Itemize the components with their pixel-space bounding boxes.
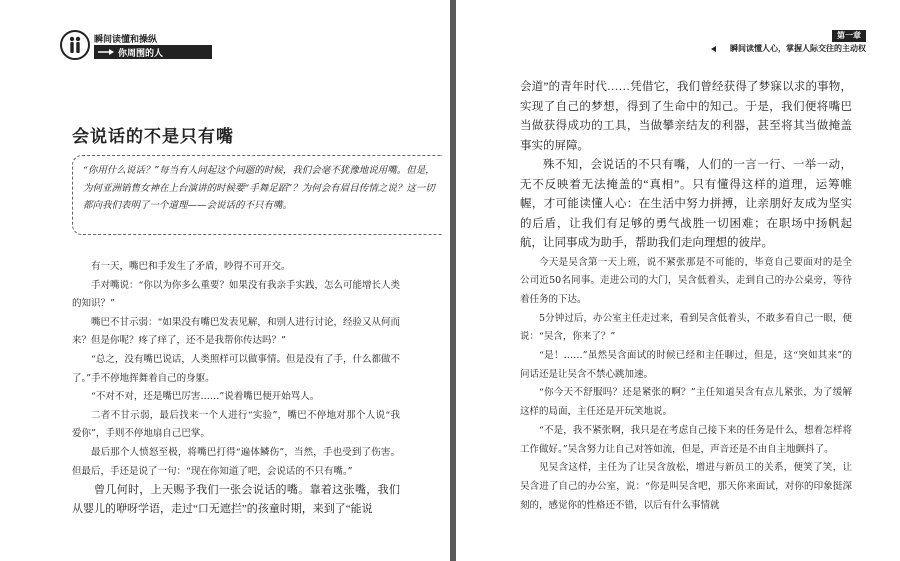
right-body-text	[520, 78, 852, 515]
chapter-label: 第一章	[832, 30, 866, 42]
paragraph: 嘴巴不甘示弱：“如果没有嘴巴发表见解，和别人进行讨论，经验又从何而来？但是你呢？疼了痒了，还不是我帮你传达吗？”	[72, 316, 400, 347]
paragraph: 殊不知，会说话的不只有嘴，人们的一言一行、一举一动，无不反映着无法掩盖的“真相”。只有懂得这样的道理，运筹帷幄，才可能读懂人心：在生活中努力拼搏，让亲朋好友成为坚实的后盾，让我们有足够的勇气战胜一切困难；在职场中扬帆起航，让同事成为助手，帮助我们走向理想的彼岸。	[520, 159, 852, 249]
left-running-header	[60, 30, 280, 62]
paragraph: 会道”的青年时代……凭借它，我们曾经获得了梦寐以求的事物，实现了自己的梦想，得到了生命中的知己。于是，我们便将嘴巴当做获得成功的工具，当做攀亲结友的利器，甚至将其当做掩盖事实的屏障。	[520, 81, 852, 152]
section-title: 会说话的不是只有嘴	[72, 127, 234, 147]
header-line-2: 你周围的人	[118, 49, 164, 59]
paragraph: 手对嘴说：“你以为你多么重要？如果没有我亲手实践，怎么可能增长人类的知识？”	[72, 279, 400, 310]
paragraph: “不是，我不紧张啊，我只是在考虑自己接下来的任务是什么，想着怎样将工作做好。”吴含努力让自己对答如流，但是，声音还是不由自主地颤抖了。	[520, 424, 852, 455]
left-body-text	[72, 258, 400, 518]
arrow-right-icon	[98, 48, 114, 56]
right-running-header	[666, 30, 866, 54]
abstract-box	[72, 155, 442, 235]
chapter-subtitle: 瞬间读懂人心，掌握人际交往的主动权	[730, 44, 866, 53]
abstract-text: “你用什么说话？”每当有人问起这个问题的时候，我们会毫不犹豫地说用嘴。但是，为何亚洲销售女神在上台演讲的时候要“手舞足蹈”？为何会有眉目传情之说？这一切都向我们表明了一个道理——会说话的不只有嘴。	[83, 165, 435, 211]
paragraph: 5分钟过后，办公室主任走过来，看到吴含低着头，不敢多看自己一眼，便说：“吴含，你来了？”	[520, 312, 852, 343]
paragraph: “你今天不舒服吗？还是紧张的啊？”主任知道吴含有点儿紧张，为了缓解这样的局面，主任还是开玩笑地说。	[520, 387, 852, 418]
right-page	[456, 0, 900, 561]
paragraph: 曾几何时，上天赐予我们一张会说话的嘴。靠着这张嘴，我们从婴儿的咿呀学语，走过“口无遮拦”的孩童时期，来到了“能说	[72, 484, 400, 515]
paragraph: “不对不对，还是嘴巴厉害……”说着嘴巴便开始骂人。	[91, 391, 320, 403]
two-figures-icon	[60, 30, 90, 60]
paragraph: 见吴含这样，主任为了让吴含放松，增进与新员工的关系，便笑了笑，让吴含进了自己的办公室，说：“你是叫吴含吧，那天你来面试，对你的印象挺深刻的，感觉你的性格还不错，以后有什么事情就	[520, 462, 852, 511]
paragraph: 今天是吴含第一天上班，说不紧张那是不可能的，毕竟自己要面对的是全公司近50名同事。走进公司的大门，吴含低着头，走到自己的办公桌旁，等待着任务的下达。	[520, 256, 852, 305]
paragraph: “是！……”虽然吴含面试的时候已经和主任聊过，但是，这“突如其来”的问话还是让吴含不禁心跳加速。	[520, 350, 852, 380]
paragraph: 最后那个人愤怒至极，将嘴巴打得“遍体鳞伤”，当然，手也受到了伤害。但最后，手还是说了一句：“现在你知道了吧，会说话的不只有嘴。”	[72, 446, 400, 477]
triangle-left-icon	[711, 46, 716, 52]
paragraph: 二者不甘示弱，最后找来一个人进行“实验”，嘴巴不停地对那个人说“我爱你”，手则不停地扇自己巴掌。	[72, 409, 400, 440]
paragraph: “总之，没有嘴巴说话，人类照样可以做事情。但是没有了手，什么都做不了。”手不停地挥舞着自己的身躯。	[72, 353, 400, 384]
paragraph: 有一天，嘴巴和手发生了矛盾，吵得不可开交。	[91, 261, 291, 272]
header-line-1: 瞬间读懂和操纵	[94, 35, 158, 45]
